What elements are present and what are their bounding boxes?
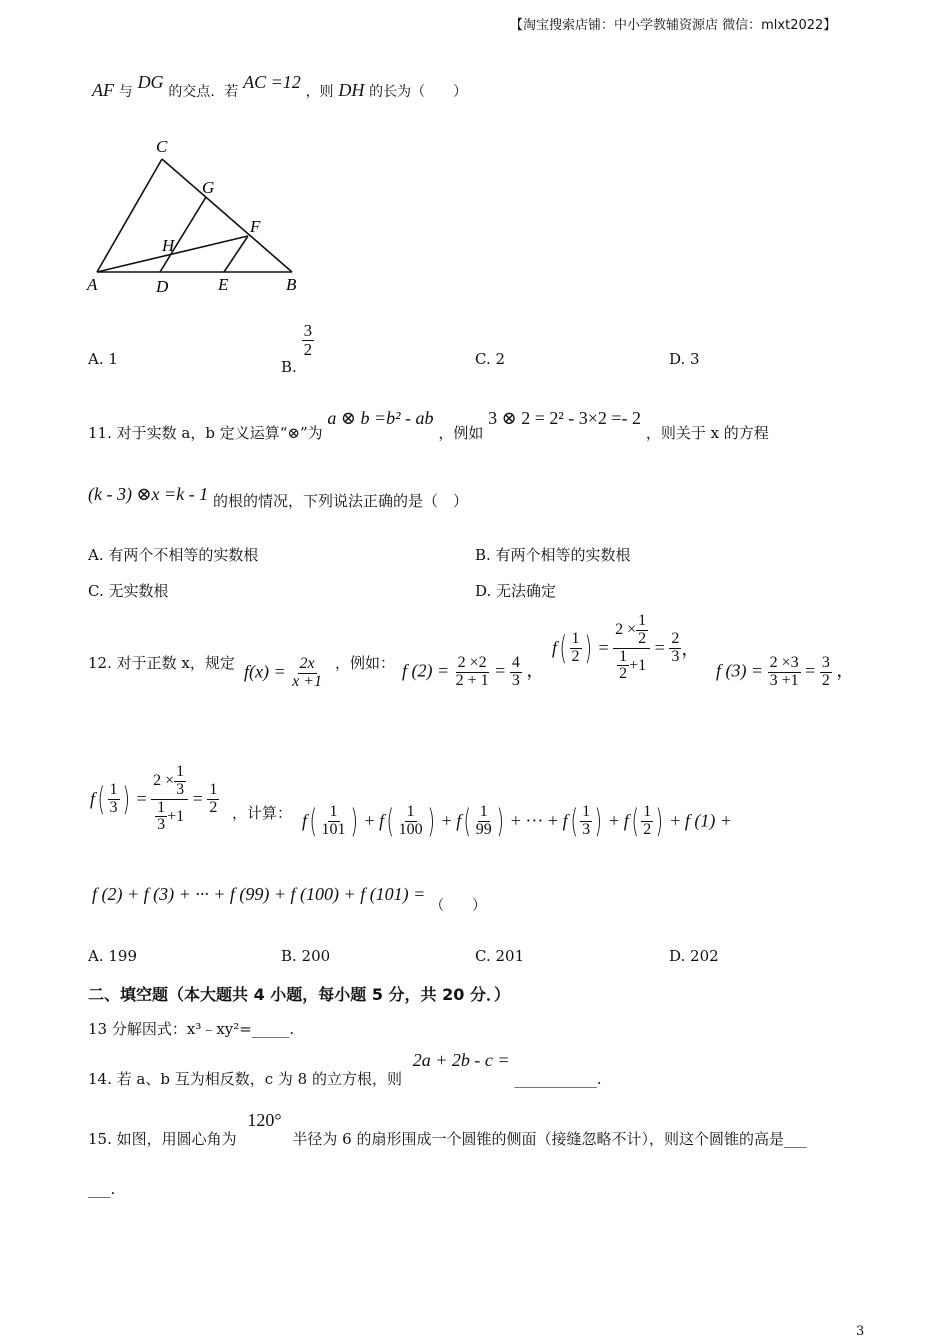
q11-stem — [88, 408, 769, 442]
ex2-complex-num — [613, 613, 650, 649]
frac-den: 2 — [638, 629, 647, 647]
ex1-lhs: f (2) = — [402, 660, 450, 681]
q13-text: 13 分解因式：x³﹣xy²=_____. — [88, 1020, 295, 1038]
q12-sum-expression: f( $\frac{1}{101}$ ) + f( $\frac{1}{100}$ ) + f( $\frac{1}{99}$ ) + ··· + f( $\frac{1}{3}$ ) + f( $\frac{1}{2}$ ) + f (1) + — [302, 802, 732, 840]
q12-example-2: f( $\frac{1}{2}$ ) = 2 × $\frac{1}{2}$ $\frac{1}{2}$ +1 = $\frac{2}{3}$ ， — [552, 612, 700, 683]
q11-option-b[interactable]: B. 有两个相等的实数根 — [475, 546, 631, 564]
frac-den: 2 — [209, 798, 218, 816]
frac-num: 2x — [299, 655, 315, 672]
q10-with: 与 — [118, 84, 133, 100]
ex2-num-text: 2 × — [615, 620, 637, 638]
plus: + — [364, 810, 375, 831]
q10-option-b-fraction — [302, 322, 315, 359]
frac-den: 2 — [303, 339, 313, 359]
q12-example-lead: ，例如： — [335, 654, 396, 672]
ex1-result — [510, 655, 522, 690]
ex4-r-eq: = — [192, 788, 203, 809]
q10-stem — [92, 72, 468, 101]
q12-option-a[interactable]: A. 199 — [88, 947, 137, 965]
section-2-title: 二、填空题（本大题共 4 小题，每小题 5 分，共 20 分．） — [88, 985, 510, 1004]
frac-num: 1 — [176, 763, 185, 780]
ex2-arg — [570, 631, 582, 666]
frac-num: 1 — [571, 629, 580, 647]
q12-option-d[interactable]: D. 202 — [669, 947, 719, 965]
ex2-complex-frac — [613, 613, 650, 683]
frac-num: 1 — [329, 802, 338, 820]
ex4-result — [207, 782, 219, 817]
q12-fx-fraction — [290, 656, 324, 691]
label-H: H — [162, 236, 175, 255]
frac-num: 1 — [582, 802, 591, 820]
sum-f-5: f — [623, 810, 629, 831]
q12-fx-def — [244, 656, 324, 691]
ex2-den-tail: +1 — [629, 656, 647, 674]
frac-den: 2 + 1 — [455, 671, 489, 689]
sum-f-4: f — [562, 810, 568, 831]
q11-option-a[interactable]: A. 有两个不相等的实数根 — [88, 546, 259, 564]
plus: + — [441, 810, 452, 831]
dots: + ··· + — [510, 810, 559, 831]
frac-den: 3 — [176, 780, 185, 798]
q11-option-c[interactable]: C. 无实数根 — [88, 582, 169, 600]
page-number: 3 — [856, 1324, 865, 1339]
q15-angle: 120° — [247, 1110, 282, 1130]
q10-option-b[interactable] — [281, 321, 314, 377]
q10-af: AF — [92, 80, 114, 100]
q10-option-b-label: B. — [281, 358, 297, 377]
q12-line2 — [92, 884, 487, 914]
ex4-den-tail: +1 — [167, 807, 185, 825]
q14-text: 14. 若 a、b 互为相反数，c 为 8 的立方根，则 — [88, 1070, 402, 1088]
frac-den: 2 — [619, 665, 628, 683]
q10-ask: 的长为（ ） — [369, 84, 468, 100]
q10-dh: DH — [338, 80, 365, 100]
plus: + — [609, 810, 620, 831]
seg-AC — [97, 159, 162, 272]
q10-ac: AC =12 — [243, 72, 301, 92]
q12-option-c[interactable]: C. 201 — [475, 947, 525, 965]
sum-term-2 — [397, 804, 425, 839]
ex4-complex-frac — [151, 764, 188, 834]
label-G: G — [202, 178, 215, 197]
sum-term-1 — [320, 804, 348, 839]
ex2-lhs: f — [552, 637, 558, 658]
frac-num: 3 — [303, 321, 313, 340]
q10-intersect: 的交点．若 — [168, 84, 239, 100]
ex4-complex-num — [151, 764, 188, 800]
frac-num: 1 — [638, 612, 647, 629]
frac-den: x +1 — [292, 672, 323, 690]
frac-num: 1 — [157, 798, 166, 816]
ex2-complex-den — [615, 649, 648, 684]
q12-fx: f(x) = — [244, 661, 286, 682]
frac-num: 1 — [479, 802, 488, 820]
frac-den: 3 — [671, 647, 680, 665]
sum-term-4 — [580, 804, 592, 839]
frac-num: 1 — [643, 802, 652, 820]
label-E: E — [218, 275, 229, 294]
ex4-lhs: f — [90, 788, 96, 809]
seg-DG — [160, 197, 206, 272]
frac-num: 2 — [671, 629, 680, 647]
frac-den: 3 — [511, 671, 520, 689]
frac-den: 3 +1 — [769, 671, 799, 689]
ex1-eq: = — [495, 660, 506, 681]
frac-den: 99 — [475, 820, 492, 838]
q11-example: 3 ⊗ 2 = 2² - 3×2 =- 2 — [488, 408, 642, 428]
q12-calc-label: ，计算： — [232, 804, 293, 822]
sum-term-3 — [474, 804, 494, 839]
q15-continuation[interactable]: ___. — [88, 1180, 116, 1198]
q14 — [88, 1050, 602, 1088]
ex4-complex-den — [153, 800, 186, 835]
ex3-result — [820, 655, 832, 690]
q11-option-d[interactable]: D. 无法确定 — [475, 582, 557, 600]
frac-den: 2 — [571, 647, 580, 665]
q11-stem1: 11. 对于实数 a，b 定义运算“⊗”为 — [88, 424, 323, 442]
q14-expr: 2a + 2b - c = — [412, 1050, 510, 1070]
sum-f-2: f — [379, 810, 385, 831]
sum-term-5 — [641, 804, 653, 839]
label-B: B — [286, 275, 297, 294]
q11-definition: a ⊗ b =b² - ab — [327, 408, 434, 428]
plus: + — [670, 810, 681, 831]
q10-then: ，则 — [305, 84, 334, 100]
frac-num: 1 — [209, 780, 218, 798]
frac-den: 3 — [582, 820, 591, 838]
q11-equation-line — [88, 484, 468, 510]
label-A: A — [87, 275, 98, 294]
q15-text: 半径为 6 的扇形围成一个圆锥的侧面（接缝忽略不计），则这个圆锥的高是___ — [292, 1130, 807, 1148]
frac-num: 4 — [511, 654, 520, 671]
frac-den: 100 — [398, 820, 423, 838]
label-F: F — [250, 217, 261, 236]
q12-option-b[interactable]: B. 200 — [281, 947, 331, 965]
q14-blank[interactable]: ___________. — [514, 1070, 602, 1088]
header-text: 【淘宝搜索店铺：中小学教辅资源店 微信：mlxt2022】 — [510, 18, 837, 33]
frac-num: 2 ×2 — [457, 654, 487, 671]
frac-den: 3 — [109, 798, 118, 816]
sum-f1: f (1) + — [684, 810, 732, 831]
ex2-result — [669, 631, 681, 666]
q10-triangle-figure — [80, 130, 320, 300]
q15 — [88, 1110, 807, 1148]
q10-option-a[interactable]: A. 1 — [88, 350, 118, 368]
ex4-num-text: 2 × — [153, 771, 175, 789]
q12-stem: 12. 对于正数 x，规定 — [88, 654, 235, 672]
frac-den: 101 — [321, 820, 346, 838]
frac-den: 2 — [643, 820, 652, 838]
q11-example-lead: ，例如 — [438, 424, 484, 442]
q12-answer-blank: （ ） — [430, 898, 487, 914]
frac-num: 3 — [821, 654, 830, 671]
ex2-eq: = — [598, 637, 609, 658]
label-D: D — [156, 277, 169, 296]
frac-num: 1 — [109, 780, 118, 798]
frac-num: 1 — [406, 802, 415, 820]
label-C: C — [156, 137, 168, 156]
ex3-frac — [768, 655, 801, 690]
q15-lead: 15. 如图，用圆心角为 — [88, 1130, 237, 1148]
frac-den: 3 — [157, 816, 166, 834]
sum-f-1: f — [302, 810, 308, 831]
sum-f-3: f — [456, 810, 462, 831]
q11-stem2: ，则关于 x 的方程 — [645, 424, 769, 442]
ex1-frac — [454, 655, 491, 690]
q11-stem3: 的根的情况，下列说法正确的是（ ） — [212, 492, 468, 510]
q12-line2-expr: f (2) + f (3) + ··· + f (99) + f (100) + f (101) = — [92, 884, 426, 904]
q10-option-c[interactable]: C. 2 — [475, 350, 506, 368]
q11-equation: (k - 3) ⊗x =k - 1 — [88, 484, 209, 504]
frac-num: 2 ×3 — [769, 654, 799, 671]
ex4-eq: = — [136, 788, 147, 809]
ex2-r-eq: = — [654, 637, 665, 658]
ex3-lhs: f (3) = — [716, 660, 764, 681]
q12-example-1: f (2) = $\frac{2 \times 2}{2 + 1}$ = $\frac{4}{3}$ ， — [402, 654, 545, 689]
seg-CB — [162, 159, 292, 272]
q10-option-d[interactable]: D. 3 — [669, 350, 700, 368]
frac-den: 2 — [821, 671, 830, 689]
ex3-eq: = — [805, 660, 816, 681]
q12-example-3: f (3) = $\frac{2 \times 3}{3 +1}$ = $\frac{3}{2}$ ， — [716, 654, 855, 689]
ex4-arg — [108, 782, 120, 817]
frac-num: 1 — [619, 647, 628, 665]
q10-dg: DG — [137, 72, 164, 92]
q12-example-4: f( $\frac{1}{3}$ ) = 2 × $\frac{1}{3}$ $\frac{1}{3}$ +1 = $\frac{1}{2}$ — [90, 763, 218, 834]
